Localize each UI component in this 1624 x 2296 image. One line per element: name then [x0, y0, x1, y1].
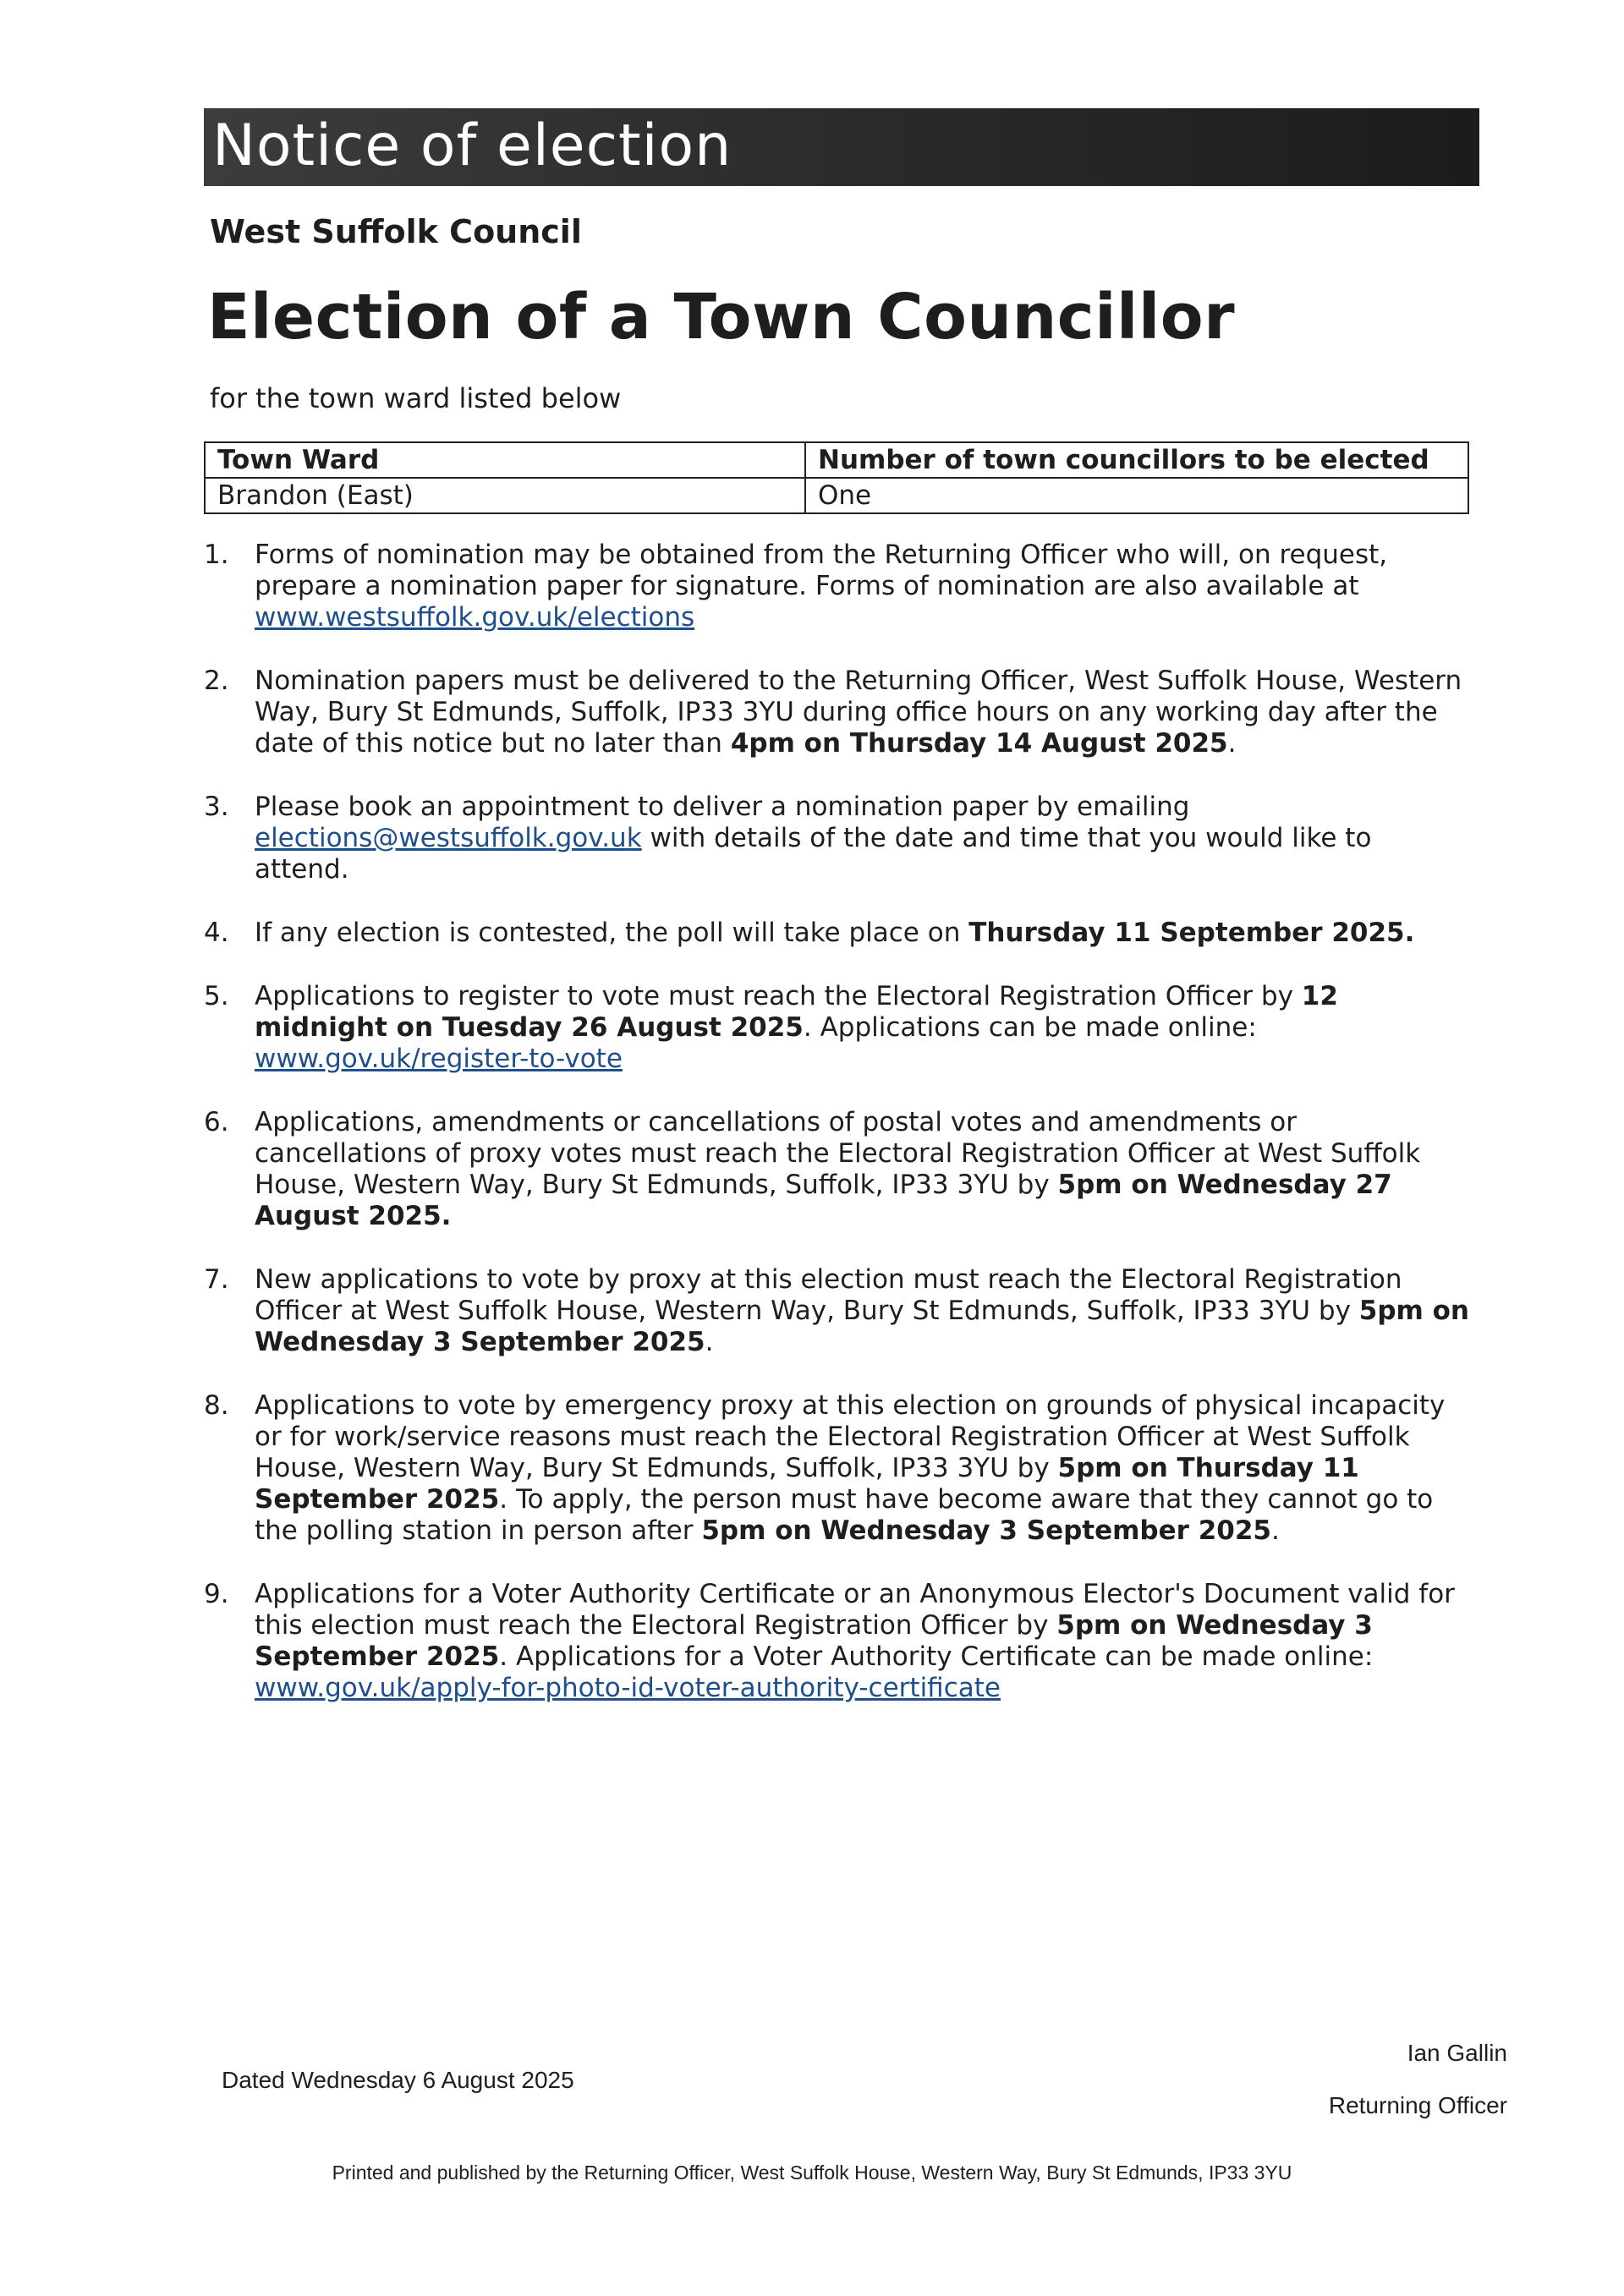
item-deadline: 5pm on Wednesday 27 August 2025. [255, 1170, 1392, 1231]
list-item [204, 792, 1473, 885]
item-deadline: 5pm on Thursday 11 September 2025 [255, 1453, 1359, 1515]
item-text [255, 918, 1473, 949]
dated-line: Dated Wednesday 6 August 2025 [222, 2067, 574, 2093]
item-text-part: Applications, amendments or cancellations of postal votes and amendments or cancellations of proxy votes must reach the Electoral Registration Officer at West Suffolk House, Western Way, Bury St Edmunds, Suffolk, IP33 3YU by [255, 1107, 1421, 1200]
register-to-vote-link[interactable]: www.gov.uk/register-to-vote [255, 1044, 623, 1074]
list-item [204, 1107, 1473, 1232]
item-deadline: 12 midnight on Tuesday 26 August 2025 [255, 981, 1338, 1043]
item-text [255, 1107, 1473, 1232]
item-number: 6. [204, 1107, 229, 1137]
item-deadline: 5pm on Wednesday 3 September 2025 [701, 1515, 1272, 1546]
councillor-count-cell: One [805, 478, 1468, 513]
page-title: Election of a Town Councillor [207, 281, 1236, 353]
table-header-row [205, 442, 1468, 478]
notice-banner [204, 108, 1479, 186]
item-text-part: Applications to vote by emergency proxy at this election on grounds of physical incapacity or for work/service reasons must reach the Electoral Registration Officer at West Suffolk House, Western Way, Bury St Edmunds, Suffolk, IP33 3YU by [255, 1390, 1446, 1483]
item-number: 5. [204, 981, 229, 1011]
item-number: 4. [204, 918, 229, 948]
item-deadline: Thursday 11 September 2025. [968, 918, 1415, 948]
item-text-part: . [1271, 1515, 1280, 1546]
item-text [255, 1390, 1473, 1547]
item-number: 2. [204, 666, 229, 696]
subtitle: for the town ward listed below [210, 382, 622, 414]
elections-email-link[interactable]: elections@westsuffolk.gov.uk [255, 823, 642, 853]
list-item [204, 1390, 1473, 1547]
item-number: 7. [204, 1264, 229, 1295]
item-text [255, 1264, 1473, 1358]
item-number: 1. [204, 540, 229, 570]
col-header-town-ward: Town Ward [205, 442, 805, 478]
item-text-part: Forms of nomination may be obtained from the Returning Officer who will, on request, prepare a nomination paper for signature. Forms of nomination are also available at [255, 540, 1388, 601]
item-text-part: Nomination papers must be delivered to the Returning Officer, West Suffolk House, Western Way, Bury St Edmunds, Suffolk, IP33 3YU during office hours on any working day after the date of this notice but no later than [255, 666, 1462, 759]
table-row [205, 478, 1468, 513]
list-item [204, 1264, 1473, 1358]
item-text-part: . Applications for a Voter Authority Certificate can be made online: [499, 1641, 1374, 1672]
elections-link[interactable]: www.westsuffolk.gov.uk/elections [255, 602, 695, 633]
item-number: 9. [204, 1579, 229, 1609]
signer-name: Ian Gallin [1407, 2040, 1507, 2066]
col-header-councillors: Number of town councillors to be elected [805, 442, 1468, 478]
item-text-part: . [1227, 728, 1237, 759]
council-name: West Suffolk Council [210, 213, 582, 250]
item-text-part: Applications for a Voter Authority Certificate or an Anonymous Elector's Document valid for this election must reach the Electoral Registration Officer by [255, 1579, 1455, 1641]
item-text [255, 540, 1473, 633]
list-item [204, 540, 1473, 633]
item-deadline: 5pm on Wednesday 3 September 2025 [255, 1610, 1373, 1672]
list-item [204, 666, 1473, 759]
list-item [204, 981, 1473, 1075]
item-text [255, 981, 1473, 1075]
item-text-part: . Applications can be made online: [803, 1012, 1257, 1043]
item-text-part: If any election is contested, the poll will take place on [255, 918, 969, 948]
item-text-part: Please book an appointment to deliver a nomination paper by emailing [255, 792, 1190, 822]
item-text [255, 792, 1473, 885]
signer-role: Returning Officer [1328, 2092, 1507, 2118]
list-item [204, 1579, 1473, 1704]
item-deadline: 4pm on Thursday 14 August 2025 [730, 728, 1228, 759]
item-text-part: . [705, 1327, 714, 1357]
item-text [255, 1579, 1473, 1704]
item-number: 3. [204, 792, 229, 822]
item-text-part: Applications to register to vote must reach the Electoral Registration Officer by [255, 981, 1302, 1011]
voter-authority-link[interactable]: www.gov.uk/apply-for-photo-id-voter-authority-certificate [255, 1673, 1001, 1703]
publisher-footer: Printed and published by the Returning Officer, West Suffolk House, Western Way, Bury St Edmunds, IP33 3YU [332, 2162, 1292, 2184]
ward-table [204, 441, 1469, 514]
ward-name-cell: Brandon (East) [205, 478, 805, 513]
notice-items [204, 540, 1473, 1736]
item-text [255, 666, 1473, 759]
list-item [204, 918, 1473, 949]
item-text-part: with details of the date and time that you would like to attend. [255, 823, 1372, 885]
item-deadline: 5pm on Wednesday 3 September 2025 [255, 1296, 1470, 1357]
item-text-part: New applications to vote by proxy at this election must reach the Electoral Registration Officer at West Suffolk House, Western Way, Bury St Edmunds, Suffolk, IP33 3YU by [255, 1264, 1402, 1326]
item-number: 8. [204, 1390, 229, 1421]
banner-title: Notice of election [212, 112, 732, 179]
signature-block [1329, 2040, 1507, 2119]
item-text-part: . To apply, the person must have become aware that they cannot go to the polling station in person after [255, 1484, 1434, 1546]
